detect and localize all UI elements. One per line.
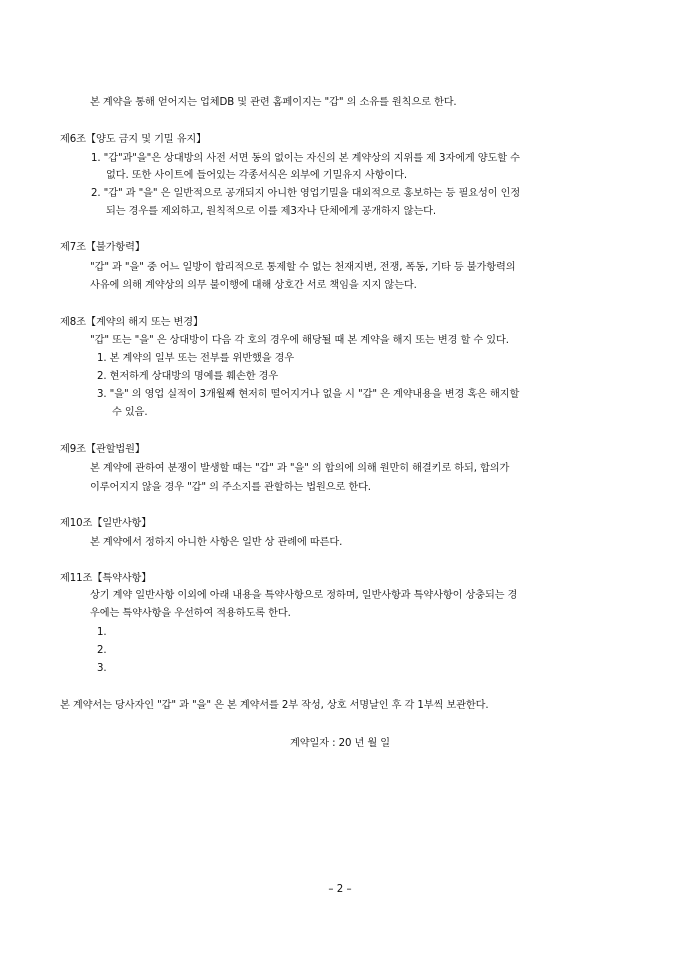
article-7-line-2: 사유에 의해 계약상의 의무 불이행에 대해 상호간 서로 책임을 지지 않는다. <box>90 280 417 291</box>
article-6-item-1-line-2: 없다. 또한 사이트에 들어있는 각종서식은 외부에 기밀유지 사항이다. <box>106 170 407 181</box>
article-6-item-2-line-1: 2. "갑" 과 "을" 은 일반적으로 공개되지 아니한 영업기밀을 대외적으로 홍보하는 등 필요성이 인정 <box>91 188 521 199</box>
page-number: – 2 – <box>328 884 352 895</box>
article-11-line-1: 상기 계약 일반사항 이외에 아래 내용을 특약사항으로 정하며, 일반사항과 특약사항이 상충되는 경 <box>90 590 518 601</box>
article-11-item-2: 2. <box>97 645 107 656</box>
article-11-item-1: 1. <box>97 627 107 638</box>
article-6-item-1-line-1 <box>91 152 621 166</box>
article-7-heading: 제7조【불가항력】 <box>60 242 146 253</box>
article-9-heading: 제9조【관할법원】 <box>60 444 146 455</box>
article-6-heading: 제6조【양도 금지 및 기밀 유지】 <box>60 134 207 145</box>
article-8-item-3-line-1: 3. "을" 의 영업 실적이 3개월째 현저히 떨어지거나 없을 시 "갑" 은 계약내용을 변경 혹은 해지할 <box>97 389 520 400</box>
article-8-item-1: 1. 본 계약의 일부 또는 전부를 위반했을 경우 <box>97 353 295 364</box>
article-8-heading: 제8조【계약의 해지 또는 변경】 <box>60 317 204 328</box>
article-6-item-2-line-2: 되는 경우를 제외하고, 원칙적으로 이를 제3자나 단체에게 공개하지 않는다. <box>106 206 436 217</box>
article-8-intro: "갑" 또는 "을" 은 상대방이 다음 각 호의 경우에 해당될 때 본 계약을 해지 또는 변경 할 수 있다. <box>90 335 509 346</box>
article-10-line-1: 본 계약에서 정하지 아니한 사항은 일반 상 관례에 따른다. <box>90 537 343 548</box>
article-9-line-2: 이루어지지 않을 경우 "갑" 의 주소지를 관할하는 법원으로 한다. <box>90 482 371 493</box>
article-10-heading: 제10조【일반사항】 <box>60 518 152 529</box>
article-11-line-2: 우에는 특약사항을 우선하여 적용하도록 한다. <box>90 608 291 619</box>
article-9-line-1: 본 계약에 관하여 분쟁이 발생할 때는 "갑" 과 "을" 의 합의에 의해 원만히 해결키로 하되, 합의가 <box>90 463 510 474</box>
article-11-item-3: 3. <box>97 663 107 674</box>
contract-date: 계약일자 : 20 년 월 일 <box>290 738 390 749</box>
article-8-item-2: 2. 현저하게 상대방의 명예를 훼손한 경우 <box>97 371 279 382</box>
article-11-heading: 제11조【특약사항】 <box>60 573 152 584</box>
article-8-item-3-line-2: 수 있음. <box>112 407 148 418</box>
article-7-line-1: "갑" 과 "을" 중 어느 일방이 합리적으로 통제할 수 없는 천재지변, 전쟁, 폭동, 기타 등 불가항력의 <box>90 262 516 273</box>
article-6-item-1-text: 1. "갑"과"을"은 상대방의 사전 서면 동의 없이는 자신의 본 계약상의 지위를 제 3자에게 양도할 수 <box>91 153 520 164</box>
intro-paragraph: 본 계약을 통해 얻어지는 업체DB 및 관련 홈페이지는 "갑" 의 소유를 원칙으로 한다. <box>90 97 457 108</box>
closing-statement: 본 계약서는 당사자인 "갑" 과 "을" 은 본 계약서를 2부 작성, 상호 서명날인 후 각 1부씩 보관한다. <box>60 700 489 711</box>
